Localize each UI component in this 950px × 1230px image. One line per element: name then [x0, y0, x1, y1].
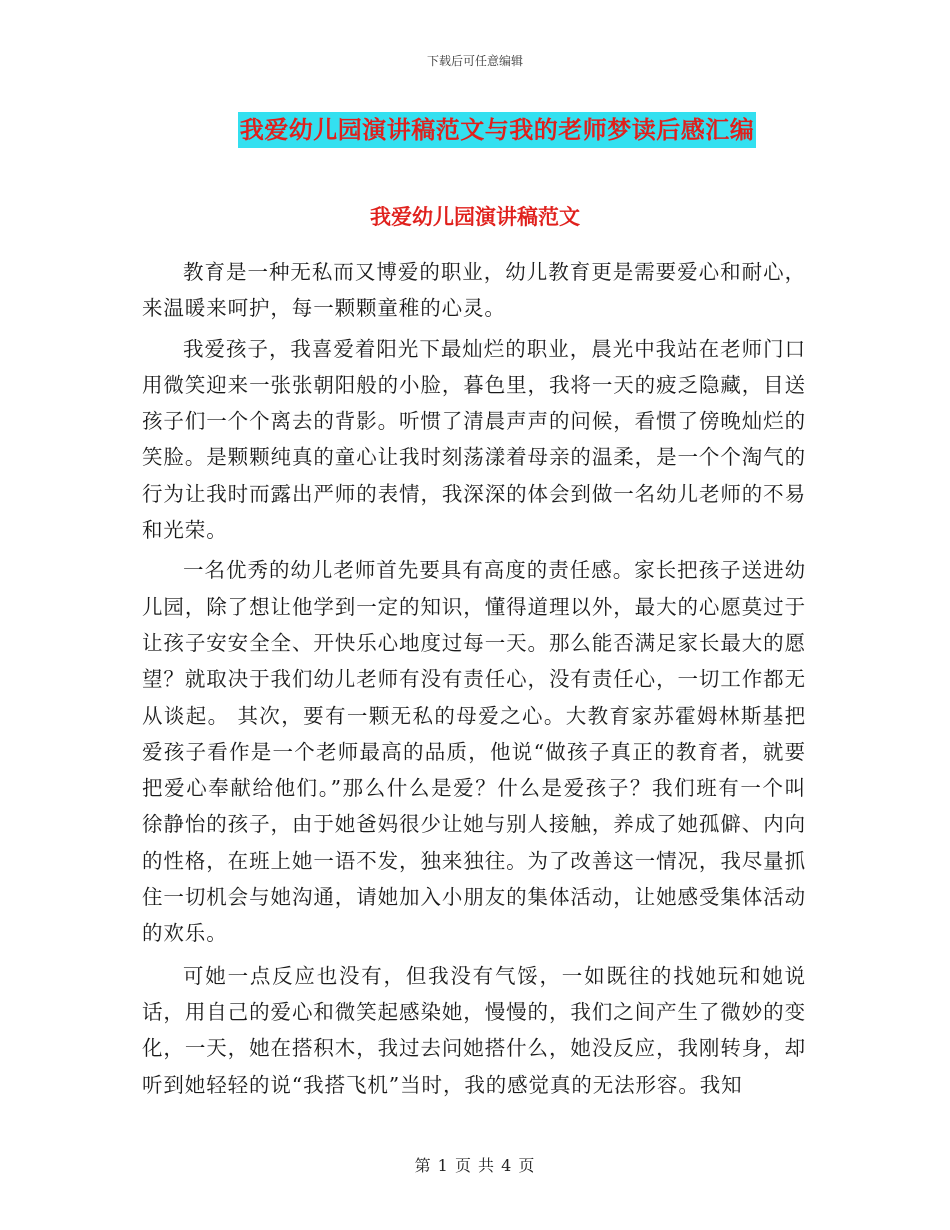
section-title: 我爱幼儿园演讲稿范文	[370, 204, 580, 229]
document-title-container	[0, 112, 950, 148]
page-footer: 第 1 页 共 4 页	[414, 1156, 536, 1175]
paragraph-4: 可她一点反应也没有，但我没有气馁，一如既往的找她玩和她说话，用自己的爱心和微笑起感染她，慢慢的，我们之间产生了微妙的变化，一天，她在搭积木，我过去问她搭什么，她没反应，我刚转身，却听到她轻轻的说“我搭飞机”当时，我的感觉真的无法形容。我知	[142, 963, 806, 1097]
document-body	[142, 218, 806, 1103]
paragraph-3: 一名优秀的幼儿老师首先要具有高度的责任感。家长把孩子送进幼儿园，除了想让他学到一定的知识，懂得道理以外，最大的心愿莫过于让孩子安安全全、开快乐心地度过每一天。那么能否满足家长最大的愿望？就取决于我们幼儿老师有没有责任心，没有责任心，一切工作都无从谈起。 其次，要有一颗无私的母爱之心。大教育家苏霍姆林斯基把爱孩子看作是一个老师最高的品质，他说“做孩子真正的教育者，就要把爱心奉献给他们。”那么什么是爱？什么是爱孩子？我们班有一个叫徐静怡的孩子，由于她爸妈很少让她与别人接触，养成了她孤僻、内向的性格，在班上她一语不发，独来独往。为了改善这一情况，我尽量抓住一切机会与她沟通，请她加入小朋友的集体活动，让她感受集体活动的欢乐。	[142, 558, 806, 946]
document-title: 我爱幼儿园演讲稿范文与我的老师梦读后感汇编	[238, 112, 757, 148]
header-note: 下载后可任意编辑	[426, 54, 523, 68]
paragraph-2: 我爱孩子，我喜爱着阳光下最灿烂的职业，晨光中我站在老师门口用微笑迎来一张张朝阳般的小脸，暮色里，我将一天的疲乏隐藏，目送孩子们一个个离去的背影。听惯了清晨声声的问候，看惯了傍晚灿烂的笑脸。是颗颗纯真的童心让我时刻荡漾着母亲的温柔，是一个个淘气的行为让我时而露出严师的表情，我深深的体会到做一名幼儿老师的不易和光荣。	[142, 336, 806, 543]
paragraph-1: 教育是一种无私而又博爱的职业，幼儿教育更是需要爱心和耐心，来温暖来呵护，每一颗颗童稚的心灵。	[142, 260, 806, 321]
